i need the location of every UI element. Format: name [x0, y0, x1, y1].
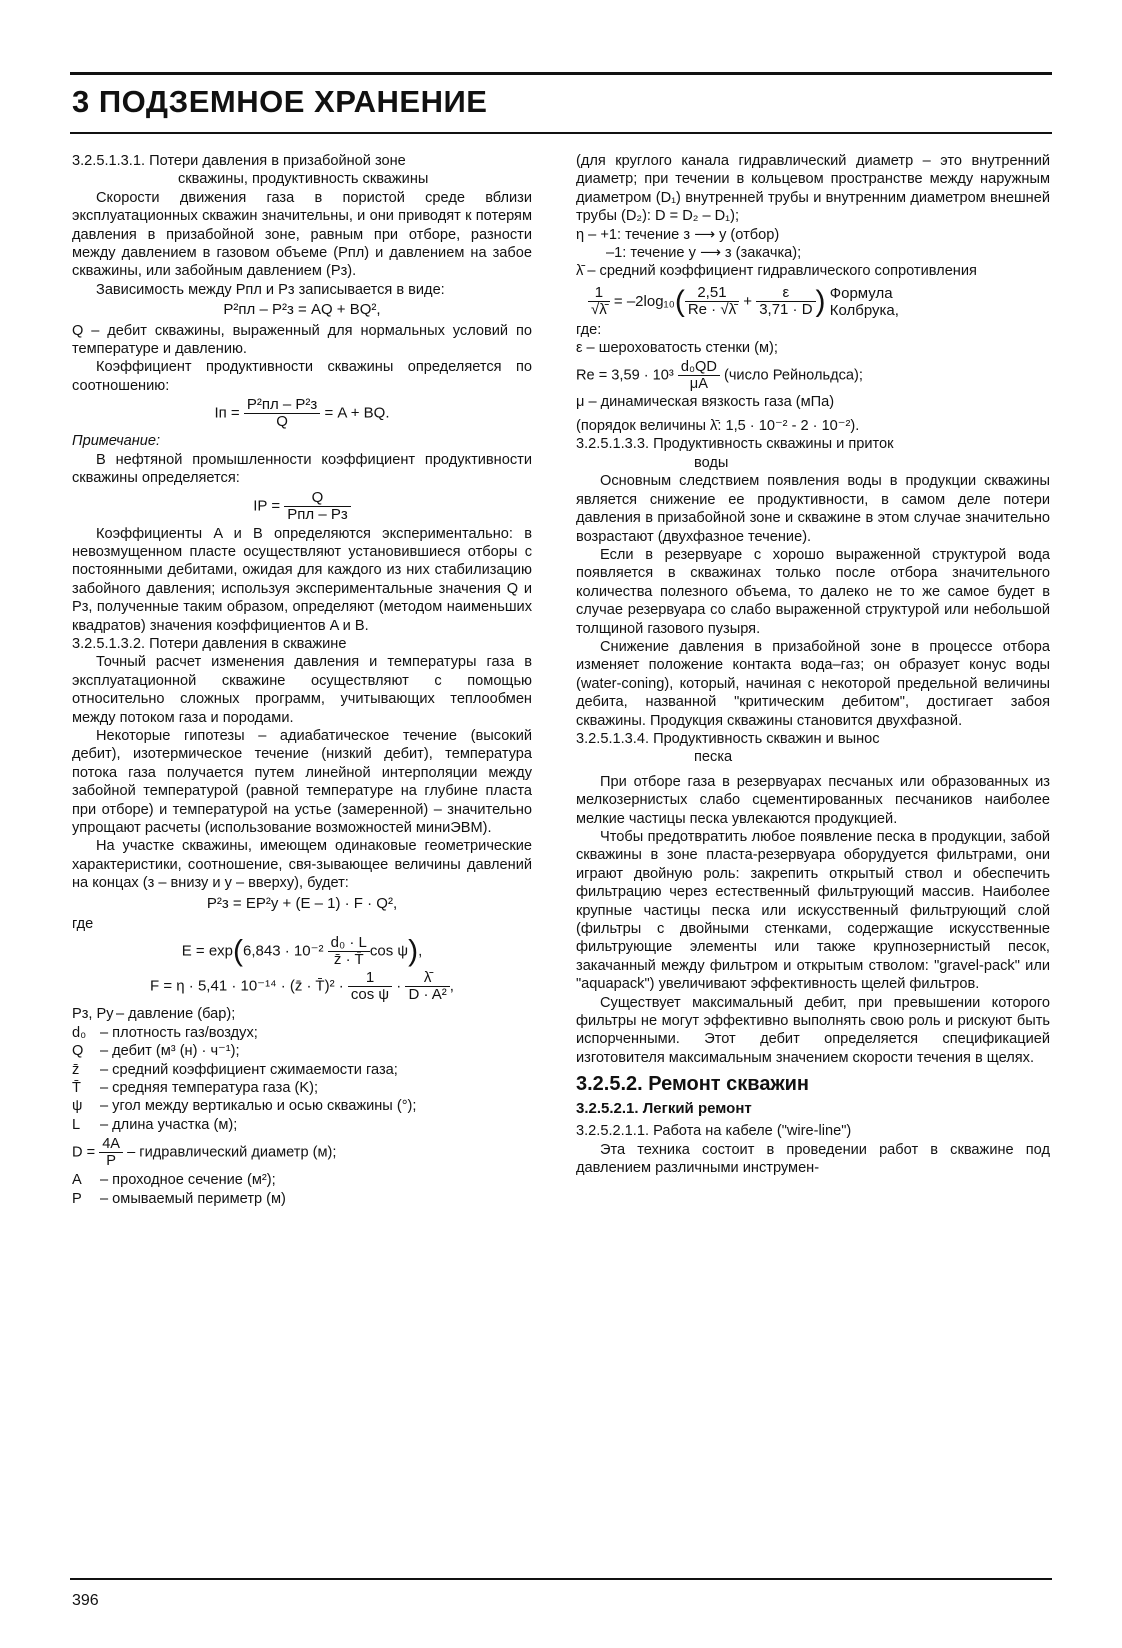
page-title: 3 ПОДЗЕМНОЕ ХРАНЕНИЕ: [72, 84, 488, 119]
formula-hydraulic-diameter: [72, 1136, 532, 1169]
paragraph: Эта техника состоит в проведении работ в скважине под давлением различными инструмен-: [576, 1141, 1050, 1176]
formula-fraction: [284, 490, 350, 523]
definition-row: L – длина участка (м);: [72, 1116, 238, 1133]
definition-row: Pз, Py – давление (бар);: [72, 1006, 236, 1023]
fraction-denominator: √λ̄: [591, 301, 607, 319]
fraction-denominator: Pпл – Pз: [287, 505, 348, 523]
fraction-numerator: Q: [284, 490, 350, 507]
fraction-numerator: 1: [348, 970, 392, 987]
subsection-title-3-2-5-2-1: 3.2.5.2.1. Легкий ремонт: [576, 1099, 752, 1117]
definition-row: Q – дебит (м³ (н) · ч⁻¹);: [72, 1043, 240, 1060]
epsilon-definition: ε – шероховатость стенки (м);: [576, 340, 778, 357]
fraction-numerator: d₀ · L: [328, 935, 370, 952]
formula-fraction: [348, 970, 392, 1003]
section-heading-3-2-5-1-3-1: [72, 152, 532, 170]
paragraph: В нефтяной промышленности коэффициент продуктивности скважины определяется:: [72, 451, 532, 487]
order-of-magnitude: (порядок величины λ̄: 1,5 · 10⁻² - 2 · 10⁻²).: [576, 418, 860, 435]
section-title-3-2-5-2: 3.2.5.2. Ремонт скважин: [576, 1073, 809, 1096]
lambda-definition: λ̄ – средний коэффициент гидравлического сопротивления: [576, 263, 977, 280]
formula-fraction: [756, 285, 815, 318]
note-label: Примечание:: [72, 433, 161, 450]
section-heading-3-2-5-1-3-3: 3.2.5.1.3.3. Продуктивность скважины и приток: [576, 436, 894, 453]
heading-text-b: скважины, продуктивность скважины: [178, 171, 429, 188]
formula-fraction: [685, 285, 739, 318]
formula-lhs: IP =: [253, 496, 281, 514]
definition-row: z̄ – средний коэффициент сжимаемости газа;: [72, 1061, 398, 1078]
mu-definition: μ – динамическая вязкость газа (мПа): [576, 393, 835, 410]
formula-term: (число Рейнольдса);: [723, 367, 863, 384]
formula-lhs: F = η · 5,41 · 10⁻¹⁴ · (z̄ · T̄)² ·: [150, 977, 344, 995]
fraction-denominator: μA: [689, 375, 708, 392]
formula-term: 6,843 · 10⁻²: [243, 942, 324, 960]
paragraph: (для круглого канала гидравлический диаметр – это внутренний диаметр; при течении в кольцевом пространстве между наружным диаметром (D₁) внутренней трубы и внутренним диаметром внешней трубы (D₂): D = D₂ – D₁);: [576, 153, 1050, 225]
formula-fraction: [678, 359, 720, 392]
paragraph: Основным следствием появления воды в продукции скважины является снижение ее продуктивности, в самом деле потери давления в призабойной зоне и скважине в этом случае значительно возрастают (двухфазное течение).: [576, 473, 1050, 545]
paragraph: Точный расчет изменения давления и температуры газа в эксплуатационной скважине осуществляют с помощью относительно сложных программ, учитывающих теплообмен между потоком газа и породами.: [72, 654, 532, 726]
fraction-numerator: 4A: [99, 1136, 123, 1153]
paragraph: Зависимость между Pпл и Pз записывается в виде:: [96, 281, 445, 298]
paragraph: Коэффициенты A и B определяются экспериментально: в невозмущенном пласте осуществляют установившиеся отборы с постоянными дебитами, ожидая для каждого из них стабилизацию забойного давления; используя экспериментальные значения Q и Pз, полученные таким образом, определяют (методом наименьших квадратов) значения коэффициентов A и B.: [72, 525, 532, 634]
formula-fraction: [405, 970, 449, 1003]
fraction-denominator: Q: [276, 413, 288, 431]
definition-list: [72, 1005, 532, 1134]
footer-rule: [70, 1578, 1052, 1580]
section-heading-3-2-5-1-3-4: 3.2.5.1.3.4. Продуктивность скважин и вынос: [576, 730, 880, 747]
formula-pressure-relation: P²пл – P²з = AQ + BQ²,: [223, 301, 381, 319]
fraction-numerator: d₀QD: [678, 359, 720, 376]
fraction-denominator: z̄ · T̄: [333, 951, 364, 969]
formula-f: F = η · 5,41 · 10⁻¹⁴ · (z̄ · T̄)² · $\frac{1}{\text{cos ψ}}$ · $\frac{\lambdā}{\text{D · A²}}$ ,: [150, 969, 454, 1004]
formula-note: Формула Колбрука,: [829, 284, 899, 319]
definition-row: ψ – угол между вертикалью и осью скважины (°);: [72, 1098, 417, 1115]
formula-productivity: [72, 397, 532, 430]
eta-definition-cont: –1: течение y ⟶ з (закачка);: [606, 245, 802, 262]
where-label: где: [72, 916, 94, 933]
paragraph: Если в резервуаре с хорошо выраженной структурой вода появляется в скважинах только после отбора значительного количества полезного объема, то далеко не то же самое будет в случае резервуара со слабо выраженной структурой или небольшой толщиной газового пузыря.: [576, 546, 1050, 637]
paragraph: Существует максимальный дебит, при превышении которого фильтры не могут эффективно выполнять свою роль и рискуют быть испорченными. Этот дебит определяется спецификацией изготовителя максимальным значением скорости течения в щелях.: [576, 994, 1050, 1066]
formula-lhs: Iп =: [214, 404, 240, 422]
formula-lhs: D =: [72, 1144, 96, 1161]
formula-ip: [72, 490, 532, 523]
fraction-numerator: λ̄: [405, 970, 449, 987]
section-heading-3-2-5-1-3-2: 3.2.5.1.3.2. Потери давления в скважине: [72, 635, 347, 652]
heading-text-a: Потери давления в призабойной зоне: [149, 153, 406, 169]
fraction-numerator: P²пл – P²з: [244, 397, 320, 414]
formula-term: cos ψ: [369, 942, 409, 960]
fraction-denominator: cos ψ: [350, 986, 390, 1004]
paragraph: При отборе газа в резервуарах песчаных или образованных из мелкозернистых слабо сцементированных песчаников наиболее мелкие частицы песка увлекаются продукцией.: [576, 773, 1050, 827]
paragraph: Коэффициент продуктивности скважины определяется по соотношению:: [72, 359, 532, 394]
formula-term: – гидравлический диаметр (м);: [127, 1144, 337, 1161]
page-number: 396: [72, 1592, 99, 1609]
paragraph: Снижение давления в призабойной зоне в процессе отбора изменяет положение контакта вода–газ; он образует конус воды (water-coning), который, начиная с некоторой предельной величины дебита, названной "критическим дебитом", достигает забоя скважины. Продукция скважины становится двухфазной.: [576, 638, 1050, 729]
header-underline: [70, 132, 1052, 134]
formula-reynolds: [576, 359, 1050, 392]
formula-term: = –2log₁₀: [613, 292, 675, 310]
paragraph: Некоторые гипотезы – адиабатическое течение (высокий дебит), изотермическое течение (низкий дебит), температура потока газа получается путем линейной интерполяции между забойной температурой (равной температуре на глубине пласта при отборе) и температурой на устье (замеренной) – значительно упрощают расчеты (использование возможностей миниЭВМ).: [72, 727, 532, 836]
fraction-numerator: 2,51: [685, 285, 739, 302]
formula-e: E = exp(6,843 · 10⁻² $\frac{\text{d₀ · L}}{z̄ \cdot T̄}$ cos ψ),: [181, 934, 423, 969]
definition-row: A – проходное сечение (м²);: [72, 1172, 276, 1189]
heading-text-b: воды: [694, 454, 729, 471]
formula-lhs: E = exp: [181, 942, 234, 960]
fraction-denominator: P: [106, 1153, 116, 1170]
formula-fraction: [588, 285, 610, 318]
header-rule: [70, 72, 1052, 75]
formula-rhs: = A + BQ.: [324, 404, 390, 422]
heading-text-b: песка: [694, 749, 733, 766]
formula-fraction: [328, 935, 370, 968]
eta-definition: η – +1: течение з ⟶ y (отбор): [576, 226, 780, 243]
fraction-numerator: ε: [756, 285, 815, 302]
formula-pressure-ends: P²з = EP²y + (E – 1) · F · Q²,: [206, 894, 398, 912]
fraction-denominator: 3,71 · D: [759, 301, 813, 319]
formula-fraction: [99, 1136, 123, 1169]
formula-lhs: Re = 3,59 · 10³: [576, 367, 674, 384]
definition-row: P – омываемый периметр (м): [72, 1190, 286, 1207]
paragraph: На участке скважины, имеющем одинаковые геометрические характеристики, соотношение, свя-зывающее величины давлений на концах (з – внизу и y – вверху), будет:: [72, 838, 532, 892]
formula-colebrook: $\frac{1}{√\lambdā}$ = –2log₁₀( $\frac{2,51}{Re \cdot √\lambdā}$ + $\frac{\varepsilon}{3,71 \cdot D}$ ) Формула Колбрука,: [588, 285, 1050, 319]
heading-number: 3.2.5.1.3.1.: [72, 153, 146, 169]
formula-fraction: [244, 397, 320, 430]
section-heading-3-2-5-2-1-1: 3.2.5.2.1.1. Работа на кабеле ("wire-line"): [576, 1123, 852, 1140]
left-column: [72, 152, 532, 1208]
paragraph: Чтобы предотвратить любое появление песка в продукции, забой скважины в зоне пласта-резервуара оборудуется фильтрами, они играют двойную роль: закрепить открытый ствол и обеспечить фильтрацию через естественный фильтрующий массив. Наиболее крупные частицы песка или искусственный фильтрующий слой (фильтры с двойными стенками, содержащие искусственные фильтрующие элементы или также крупнозернистый песок, закачанный между фильтром и открытым стволом: "gravel-pack" или "aquapack") увеличивают эффективность щелей фильтров.: [576, 829, 1050, 993]
where-label: где:: [576, 321, 602, 338]
fraction-numerator: 1: [588, 285, 610, 302]
definition-row: T̄ – средняя температура газа (K);: [72, 1080, 319, 1097]
right-column: [576, 152, 1050, 1177]
fraction-denominator: Re · √λ̄: [687, 301, 737, 319]
paragraph: Скорости движения газа в пористой среде вблизи эксплуатационных скважин значительны, и они приводят к потерям давления в призабойной зоне, равным при отборе, разности между давлением в газовом объеме (Pпл) и давлением на забое скважины, или забойным давлением (Pз).: [72, 189, 532, 280]
definition-row: d₀ – плотность газ/воздух;: [72, 1024, 258, 1041]
paragraph: Q – дебит скважины, выраженный для нормальных условий по температуре и давлению.: [72, 322, 532, 358]
fraction-denominator: D · A²: [408, 986, 447, 1004]
